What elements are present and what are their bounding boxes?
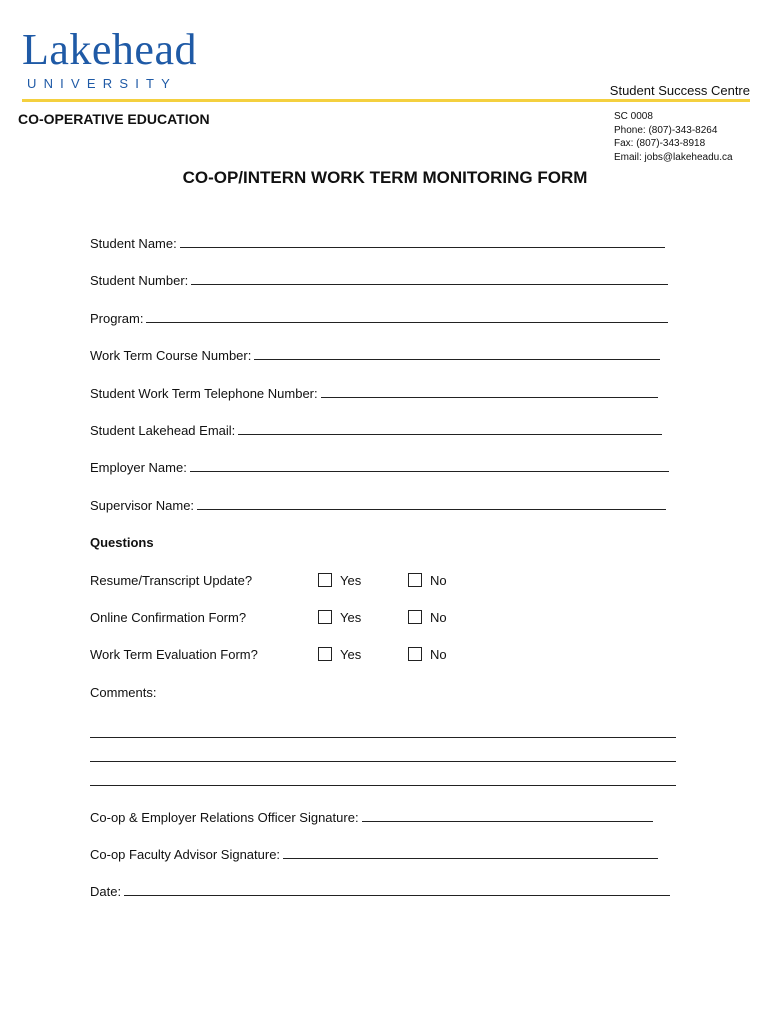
student-number-label: Student Number: <box>90 273 189 288</box>
supervisor-field <box>90 498 666 513</box>
question-label: Online Confirmation Form? <box>90 610 247 625</box>
date-field <box>90 884 670 899</box>
no-label: No <box>430 610 447 625</box>
email-line[interactable] <box>238 433 662 435</box>
no-option[interactable] <box>408 610 447 625</box>
officer-signature-line[interactable] <box>362 820 653 822</box>
employer-line[interactable] <box>190 470 669 472</box>
no-option[interactable] <box>408 647 447 662</box>
telephone-field <box>90 386 658 401</box>
centre-name: Student Success Centre <box>609 83 750 98</box>
university-logo <box>22 25 197 91</box>
student-name-field <box>90 236 665 251</box>
no-label: No <box>430 647 447 662</box>
telephone-line[interactable] <box>321 396 658 398</box>
student-number-line[interactable] <box>191 283 668 285</box>
advisor-signature-line[interactable] <box>283 857 658 859</box>
logo-wordmark: Lakehead <box>22 25 197 74</box>
email-field <box>90 423 662 438</box>
student-number-field <box>90 273 668 288</box>
contact-fax: Fax: (807)-343-8918 <box>614 138 706 149</box>
comment-line[interactable] <box>90 785 676 786</box>
date-line[interactable] <box>124 894 670 896</box>
course-number-field <box>90 348 660 363</box>
email-label: Student Lakehead Email: <box>90 423 236 438</box>
contact-email: Email: jobs@lakeheadu.ca <box>614 151 733 163</box>
yes-option[interactable] <box>318 647 361 662</box>
form-title: CO-OP/INTERN WORK TERM MONITORING FORM <box>182 168 588 187</box>
question-row <box>90 610 490 630</box>
checkbox-icon[interactable] <box>318 573 332 587</box>
contact-block <box>614 110 733 164</box>
comment-line[interactable] <box>90 761 676 762</box>
question-row <box>90 573 490 593</box>
checkbox-icon[interactable] <box>318 647 332 661</box>
employer-label: Employer Name: <box>90 460 187 475</box>
checkbox-icon[interactable] <box>318 610 332 624</box>
logo-subline: UNIVERSITY <box>27 76 178 91</box>
question-label: Work Term Evaluation Form? <box>90 647 258 662</box>
telephone-label: Student Work Term Telephone Number: <box>90 386 318 401</box>
officer-signature-label: Co-op & Employer Relations Officer Signature: <box>90 810 359 825</box>
yes-label: Yes <box>340 610 362 625</box>
checkbox-icon[interactable] <box>408 573 422 587</box>
student-name-label: Student Name: <box>90 236 177 251</box>
no-option[interactable] <box>408 573 447 588</box>
program-line[interactable] <box>146 321 668 323</box>
student-name-line[interactable] <box>180 246 665 248</box>
checkbox-icon[interactable] <box>408 647 422 661</box>
course-number-line[interactable] <box>254 358 660 360</box>
yes-option[interactable] <box>318 573 361 588</box>
yes-label: Yes <box>340 647 362 662</box>
program-field <box>90 311 668 326</box>
no-label: No <box>430 573 447 588</box>
course-number-label: Work Term Course Number: <box>90 348 252 363</box>
question-row <box>90 647 490 667</box>
question-label: Resume/Transcript Update? <box>90 573 253 588</box>
date-label: Date: <box>90 884 122 899</box>
comments-label: Comments: <box>90 685 157 700</box>
checkbox-icon[interactable] <box>408 610 422 624</box>
program-label: Program: <box>90 311 144 326</box>
supervisor-label: Supervisor Name: <box>90 498 195 513</box>
officer-signature-field <box>90 810 653 825</box>
yes-label: Yes <box>340 573 362 588</box>
yes-option[interactable] <box>318 610 361 625</box>
questions-heading: Questions <box>90 535 154 550</box>
advisor-signature-label: Co-op Faculty Advisor Signature: <box>90 847 281 862</box>
contact-room: SC 0008 <box>614 111 653 122</box>
header-rule <box>22 99 750 102</box>
comment-line[interactable] <box>90 737 676 738</box>
supervisor-line[interactable] <box>197 508 666 510</box>
contact-phone: Phone: (807)-343-8264 <box>614 124 718 136</box>
advisor-signature-field <box>90 847 658 862</box>
employer-field <box>90 460 669 475</box>
department-name: CO-OPERATIVE EDUCATION <box>18 111 210 127</box>
